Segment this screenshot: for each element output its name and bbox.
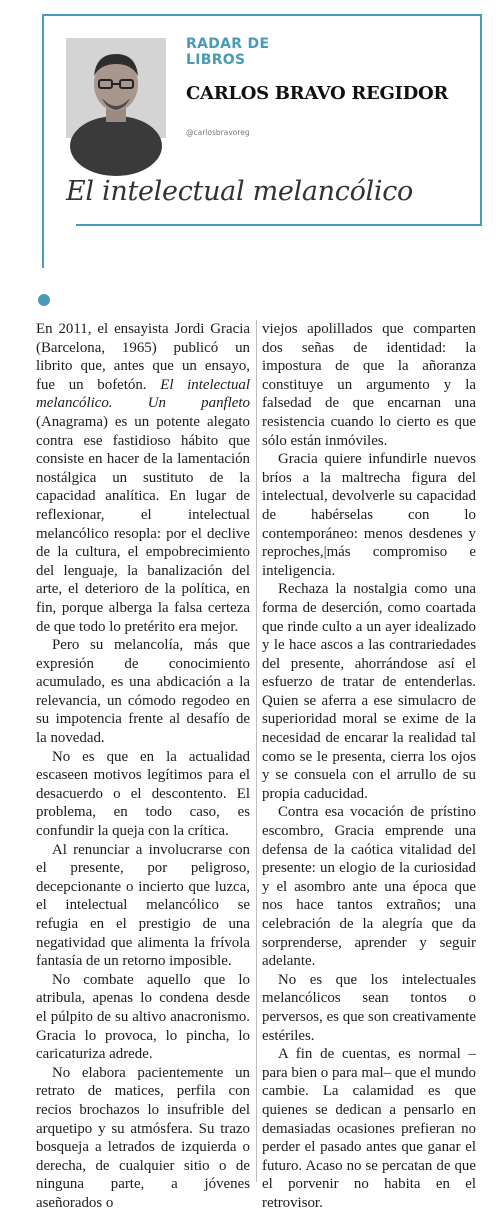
book-title: El intelectual melancólico. Un panfleto bbox=[36, 376, 250, 412]
author-photo bbox=[66, 38, 166, 138]
paragraph: No elabora pacientemente un retrato de matices, perfila con recios brochazos lo insufrible del arquetipo y su atmósfera. Su trazo bosqueja a letrados de izquierda o derecha, de cualquier sitio o de ninguna parte, a jóvenes aseñorados o bbox=[36, 1064, 250, 1211]
paragraph: Contra esa vocación de prístino escombro, Gracia emprende una defensa de la caótica vitalidad del presente: un elogio de la curiosidad y el asombro ante una época que nos hace tantos extraños; una celebración de la alegría que da sorprenderse, aprender y seguir adelante. bbox=[262, 804, 476, 970]
paragraph-text: (Anagrama) es un potente alegato contra ese fastidioso hábito que consiste en hacer de la lamentación nostálgica un sustituto de la capacidad analítica. En lugar de reflexionar, el intelectual melancólico resopla: por el declive de la cultura, el empobrecimiento del lenguaje, la banalización del arte, el deterioro de la política, en fin, porque alberga la falsa certeza de que todo lo pretérito era mejor. bbox=[36, 413, 250, 635]
paragraph bbox=[36, 320, 250, 636]
paragraph-text: En 2011, el ensayista Jordi Gracia (Barcelona, 1965) publicó un librito que, antes que un ensayo, fue un bofetón. bbox=[36, 321, 250, 393]
paragraph: A fin de cuentas, es normal –para bien o para mal– que el mundo cambie. La calamidad es que quienes se dedican a pensarlo en demasiadas ocasiones prefieran no perder el pasado antes que ganar el futuro. Acaso no se percatan de que el porvenir no habita en el retrovisor. bbox=[262, 1046, 476, 1211]
header-callout-bottom-border bbox=[76, 224, 482, 226]
paragraph: Gracia quiere infundirle nuevos bríos a la maltrecha figura del intelectual, devolverle su capacidad de habérselas con lo contemporáneo: menos desdenes y reproches,|más compromiso e inteligencia. bbox=[262, 451, 476, 579]
paragraph: No combate aquello que lo atribula, apenas lo condena desde el púlpito de su altivo anacronismo. Gracia lo provoca, lo pincha, lo caricaturiza adrede. bbox=[36, 971, 250, 1063]
header-callout-tail bbox=[42, 224, 44, 268]
author-portrait-icon bbox=[66, 38, 166, 138]
paragraph: viejos apolillados que comparten dos señas de identidad: la impostura de que la añoranza constituye un argumento y la falsedad de que encarnan una resistencia cuando lo cierto es que sólo están inmóviles. bbox=[262, 321, 476, 449]
article-column-right bbox=[262, 320, 476, 1211]
paragraph: Al renunciar a involucrarse con el presente, por peligroso, decepcionante o incierto que luzca, el intelectual melancólico se refugia en el prestigio de una negatividad que alimenta la frívola fantasía de un retorno imposible. bbox=[36, 841, 250, 970]
section-label: RADAR DE LIBROS bbox=[186, 36, 270, 68]
accent-dot bbox=[38, 294, 50, 306]
paragraph: No es que en la actualidad escaseen motivos legítimos para el desacuerdo o el descontento. El problema, en todo caso, es confundir la queja con la crítica. bbox=[36, 748, 250, 840]
article-headline: El intelectual melancólico bbox=[66, 176, 413, 207]
article-column-left bbox=[36, 320, 250, 1211]
paragraph: Pero su melancolía, más que expresión de conocimiento acumulado, es una abdicación a la relevancia, un cómodo regodeo en su impotencia frente al desafío de la novedad. bbox=[36, 637, 250, 747]
paragraph: Rechaza la nostalgia como una forma de deserción, como coartada que rinde culto a un ayer idealizado y le hace ascos a las contrariedades del presente, ahorrándose así el esfuerzo de tratar de entenderlas. Quien se aferra a ese simulacro de superioridad moral se exime de la necesidad de encarar la realidad tal como se le presenta, cierra los ojos y se consuela con el arrullo de su propia caducidad. bbox=[262, 581, 476, 802]
author-handle: @carlosbravoreg bbox=[186, 128, 250, 137]
column-divider bbox=[256, 320, 257, 1182]
paragraph: No es que los intelectuales melancólicos sean tontos o perversos, es que son creativamente estériles. bbox=[262, 971, 476, 1044]
author-name: CARLOS BRAVO REGIDOR bbox=[186, 83, 448, 104]
